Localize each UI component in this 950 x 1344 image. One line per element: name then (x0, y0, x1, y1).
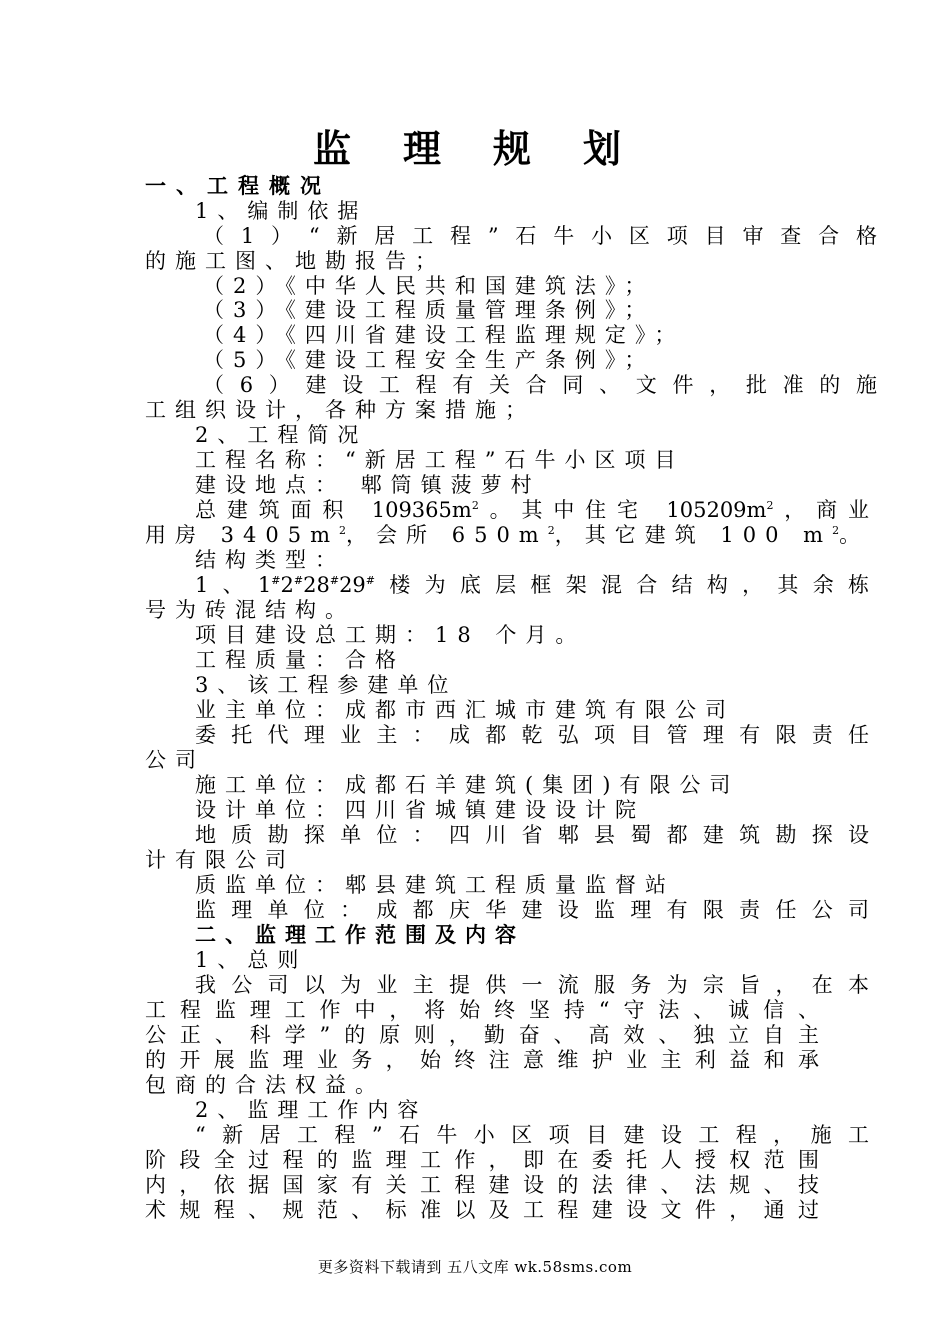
construction-period: 项目建设总工期：18 个月。 (195, 623, 586, 647)
general-paragraph-line-5: 包商的合法权益。 (145, 1073, 385, 1097)
total-area-text: 总建筑面积 109365m (195, 498, 472, 522)
survey-unit: 地质勘探单位：四川省郫县蜀都建筑勘探设 (195, 823, 869, 847)
basis-item-6-cont: 工组织设计，各种方案措施； (145, 398, 535, 422)
project-quality: 工程质量：合格 (195, 648, 405, 672)
design-unit: 设计单位：四川省城镇建设设计院 (195, 798, 645, 822)
residential-area-text: 。其中住宅 105209m (478, 498, 767, 522)
owner-unit: 业主单位：成都市西汇城市建筑有限公司 (195, 698, 735, 722)
structure-type-cont: 号为砖混结构。 (145, 598, 355, 622)
basis-item-4: （4）《四川省建设工程监理规定》； (203, 323, 685, 347)
survey-unit-cont: 计有限公司 (145, 848, 295, 872)
basis-item-1: （1）“新居工程”石牛小区项目审查合格 (203, 224, 877, 248)
subheading-basis: 1、编制依据 (195, 199, 368, 223)
structure-type-label: 结构类型： (195, 548, 345, 572)
quality-supervision-unit: 质监单位：郫县建筑工程质量监督站 (195, 873, 675, 897)
agent-owner-cont: 公司 (145, 748, 205, 772)
basis-item-6: （6）建设工程有关合同、文件，批准的施 (203, 373, 877, 397)
basis-item-3: （3）《建设工程质量管理条例》； (203, 298, 655, 322)
subheading-general: 1、总则 (195, 948, 308, 972)
project-location: 建设地点： 郫筒镇菠萝村 (195, 473, 541, 497)
work-content-line-3: 内，依据国家有关工程建设的法律、法规、技 (145, 1173, 819, 1197)
section-heading-scope: 二、监理工作范围及内容 (195, 922, 525, 947)
general-paragraph-line-1: 我公司以为业主提供一流服务为宗旨，在本 (195, 973, 869, 997)
agent-owner: 委托代理业主：成都乾弘项目管理有限责任 (195, 723, 869, 747)
subheading-project-summary: 2、工程简况 (195, 423, 368, 447)
basis-item-5: （5）《建设工程安全生产条例》； (203, 348, 655, 372)
basis-item-2: （2）《中华人民共和国建筑法》； (203, 274, 655, 298)
construction-unit: 施工单位：成都石羊建筑(集团)有限公司 (195, 773, 740, 797)
work-content-line-1: “新居工程”石牛小区项目建设工程，施工 (195, 1123, 869, 1147)
project-name: 工程名称：“新居工程”石牛小区项目 (195, 448, 685, 472)
work-content-line-2: 阶段全过程的监理工作，即在委托人授权范围 (145, 1148, 819, 1172)
document-title: 监理规划 (312, 126, 673, 171)
supervision-unit: 监理单位：成都庆华建设监理有限责任公司 (195, 898, 869, 922)
section-heading-overview: 一、工程概况 (145, 173, 331, 198)
work-content-line-4: 术规程、规范、标准以及工程建设文件，通过 (145, 1198, 819, 1222)
area-breakdown-line: 用房 $3405m^2$，会所 $650m^2$，其它建筑 100 $m^2$。 (145, 523, 870, 547)
page-footer: 更多资料下载请到 五八文库 wk.58sms.com (317, 1258, 633, 1276)
subheading-participants: 3、该工程参建单位 (195, 673, 458, 697)
structure-type-line: 1、1#2#28#29#楼为底层框架混合结构，其余栋 (195, 573, 869, 597)
basis-item-1-cont: 的施工图、地勘报告； (145, 249, 445, 273)
general-paragraph-line-3: 公正、科学”的原则，勤奋、高效、独立自主 (145, 1023, 819, 1047)
total-area-line: 总建筑面积 $109365m^2$。其中住宅 $105209m^2$，商业 (195, 498, 869, 522)
subheading-work-content: 2、监理工作内容 (195, 1098, 428, 1122)
general-paragraph-line-2: 工程监理工作中，将始终坚持“守法、诚信、 (145, 998, 819, 1022)
commercial-label: ，商业 (773, 498, 869, 522)
general-paragraph-line-4: 的开展监理业务，始终注意维护业主利益和承 (145, 1048, 819, 1072)
